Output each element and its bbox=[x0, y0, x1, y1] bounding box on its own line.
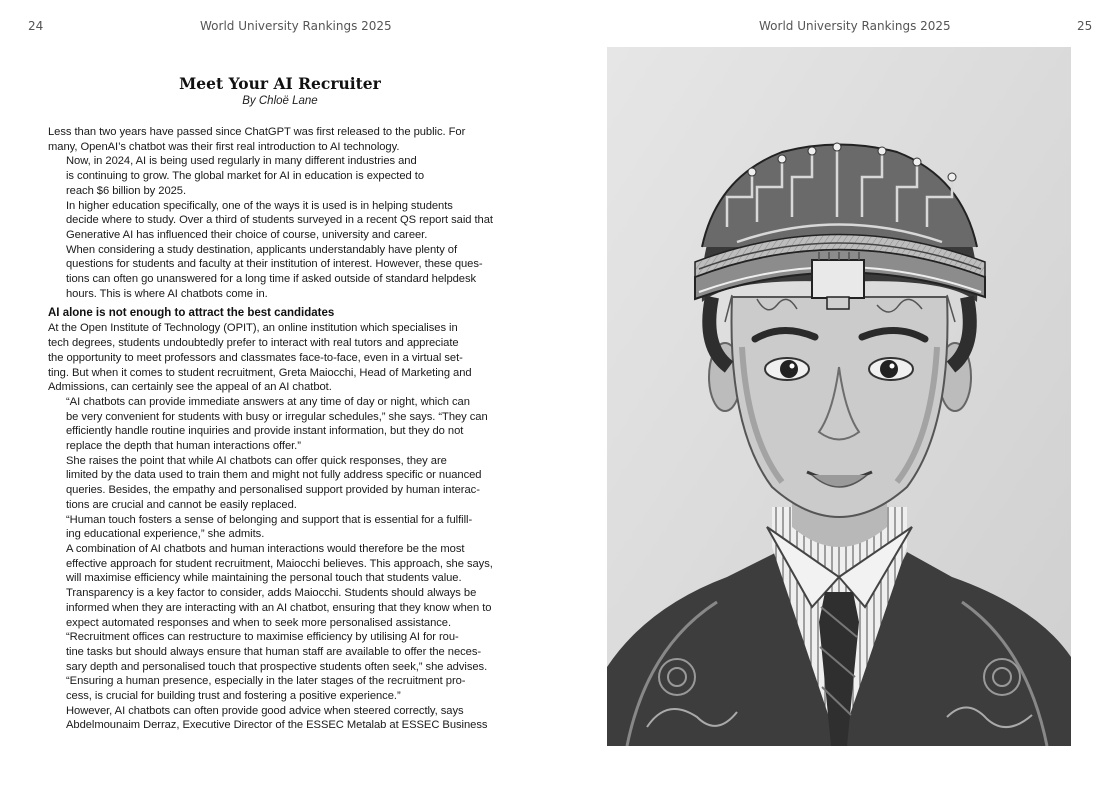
intro-paragraph bbox=[48, 125, 512, 154]
section-paragraph bbox=[48, 513, 512, 542]
text-line: will maximise efficiency while maintaining the personal touch that students value. bbox=[66, 572, 462, 585]
text-line: ting. But when it comes to student recruitment, Greta Maiocchi, Head of Marketing and bbox=[48, 366, 472, 379]
article-title: Meet Your AI Recruiter bbox=[179, 74, 381, 93]
running-header-right: World University Rankings 2025 bbox=[759, 19, 951, 33]
intro-paragraph bbox=[48, 154, 512, 198]
text-line: be very convenient for students with busy or irregular schedules,” she says. “They can bbox=[66, 410, 488, 423]
article-byline: By Chloë Lane bbox=[242, 95, 318, 107]
text-line: informed when they are interacting with an AI chatbot, ensuring that they know when to bbox=[66, 601, 492, 614]
text-line: tech degrees, students undoubtedly prefer to interact with real tutors and appreciate bbox=[48, 337, 459, 350]
portrait-illustration bbox=[607, 47, 1071, 746]
text-line: effective approach for student recruitment, Maiocchi believes. This approach, she says, bbox=[66, 557, 493, 570]
text-line: queries. Besides, the empathy and personalised support provided by human interac- bbox=[66, 484, 480, 497]
intro-paragraph bbox=[48, 199, 512, 243]
text-line: “Human touch fosters a sense of belonging and support that is essential for a fulfill- bbox=[66, 513, 473, 526]
text-line: replace the depth that human interactions offer.” bbox=[66, 440, 301, 453]
section-paragraph bbox=[48, 542, 512, 586]
text-line: questions for students and faculty at their institution of interest. However, these ques- bbox=[66, 258, 483, 271]
section-heading: AI alone is not enough to attract the best candidates bbox=[48, 307, 335, 320]
text-line: limited by the data used to train them and might not fully address specific or nuanced bbox=[66, 469, 482, 482]
text-line: efficiently handle routine inquiries and provide instant information, but they do not bbox=[66, 425, 464, 438]
text-line: “Recruitment offices can restructure to maximise efficiency by utilising AI for rou- bbox=[66, 631, 459, 644]
text-line: cess, is crucial for building trust and fostering a positive experience.” bbox=[66, 690, 401, 703]
text-line: is continuing to grow. The global market for AI in education is expected to bbox=[66, 170, 424, 183]
text-line: “AI chatbots can provide immediate answers at any time of day or night, which can bbox=[66, 395, 470, 408]
robot-circuit-portrait-illustration bbox=[607, 47, 1071, 746]
text-line: expect automated responses and when to seek more personalised assistance. bbox=[66, 616, 452, 629]
text-line: In higher education specifically, one of the ways it is used is in helping students bbox=[66, 199, 453, 212]
section-paragraph bbox=[48, 395, 512, 454]
section-paragraph bbox=[48, 321, 512, 395]
text-line: At the Open Institute of Technology (OPIT), an online institution which specialises in bbox=[48, 322, 458, 335]
text-line: Now, in 2024, AI is being used regularly in many different industries and bbox=[66, 155, 417, 168]
page-number-left: 24 bbox=[28, 19, 44, 33]
text-line: Abdelmounaim Derraz, Executive Director of the ESSEC Metalab at ESSEC Business bbox=[66, 719, 488, 732]
section-paragraph bbox=[48, 454, 512, 513]
text-line: When considering a study destination, applicants understandably have plenty of bbox=[66, 243, 458, 256]
text-line: A combination of AI chatbots and human interactions would therefore be the most bbox=[66, 542, 465, 555]
page-number-right: 25 bbox=[1077, 19, 1093, 33]
text-line: ing educational experience,” she admits. bbox=[66, 528, 265, 541]
text-line: reach $6 billion by 2025. bbox=[66, 184, 187, 197]
text-line: Generative AI has influenced their choice of course, university and career. bbox=[66, 228, 428, 241]
article-intro bbox=[48, 125, 512, 301]
text-line: sary depth and personalised touch that prospective students often seek,” she advises. bbox=[66, 660, 488, 673]
text-line: tine tasks but should always ensure that human staff are available to offer the neces- bbox=[66, 645, 482, 658]
article bbox=[48, 74, 512, 733]
text-line: “Ensuring a human presence, especially in the later stages of the recruitment pro- bbox=[66, 675, 466, 688]
section-body bbox=[48, 321, 512, 733]
running-header-left: World University Rankings 2025 bbox=[200, 19, 392, 33]
text-line: the opportunity to meet professors and classmates face-to-face, even in a virtual set- bbox=[48, 351, 463, 364]
text-line: tions can often go unanswered for a long time if asked outside of standard helpdesk bbox=[66, 273, 477, 286]
text-line: many, OpenAI’s chatbot was their first real introduction to AI technology. bbox=[48, 140, 400, 153]
text-line: However, AI chatbots can often provide good advice when steered correctly, says bbox=[66, 704, 464, 717]
section-paragraph bbox=[48, 674, 512, 703]
text-line: She raises the point that while AI chatbots can offer quick responses, they are bbox=[66, 454, 447, 467]
text-line: Less than two years have passed since ChatGPT was first released to the public. For bbox=[48, 126, 466, 138]
section-paragraph bbox=[48, 704, 512, 733]
intro-paragraph bbox=[48, 243, 512, 302]
text-line: Transparency is a key factor to consider, adds Maiocchi. Students should always be bbox=[66, 587, 477, 600]
section-paragraph bbox=[48, 586, 512, 630]
section-paragraph bbox=[48, 630, 512, 674]
text-line: Admissions, can certainly see the appeal of an AI chatbot. bbox=[48, 381, 332, 394]
text-line: hours. This is where AI chatbots come in. bbox=[66, 287, 268, 300]
text-line: tions are crucial and cannot be easily replaced. bbox=[66, 498, 297, 511]
text-line: decide where to study. Over a third of students surveyed in a recent QS report said that bbox=[66, 214, 493, 227]
